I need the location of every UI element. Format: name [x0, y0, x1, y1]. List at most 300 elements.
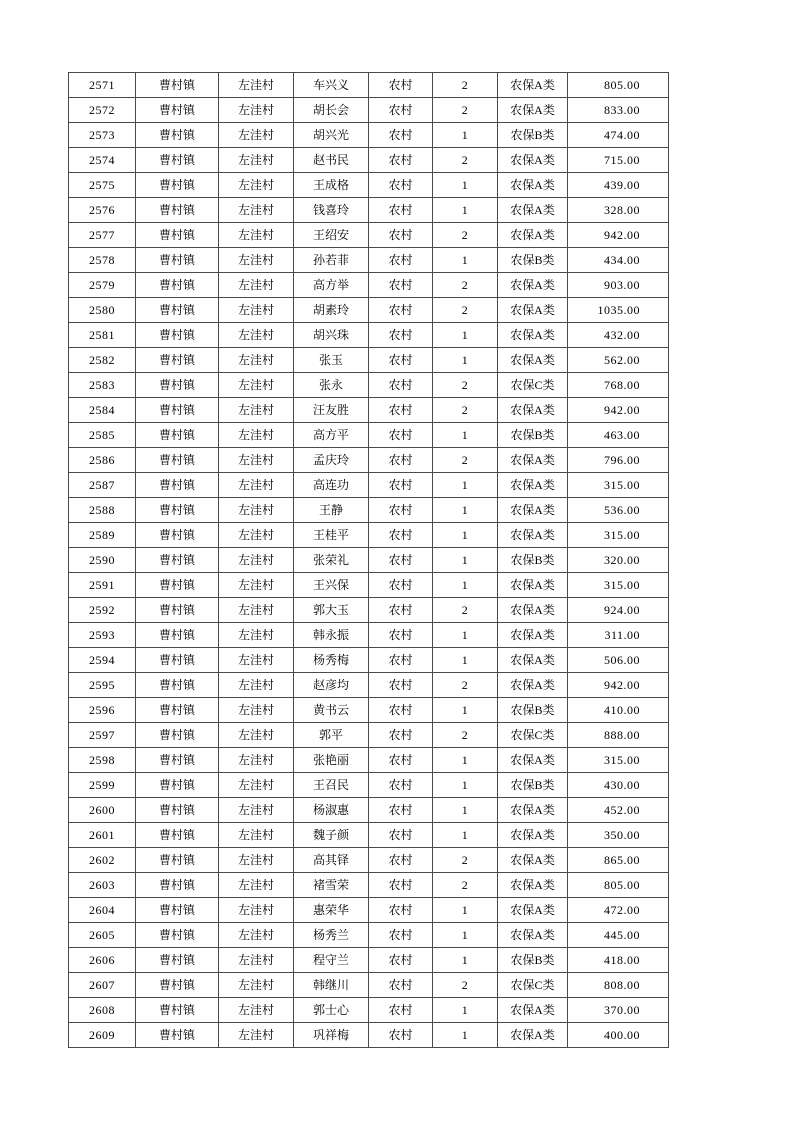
- cell-town: 曹村镇: [136, 723, 219, 748]
- cell-type: 农村: [369, 823, 433, 848]
- table-row: [69, 523, 669, 548]
- cell-name: 郭士心: [294, 998, 369, 1023]
- cell-category: 农保A类: [498, 498, 568, 523]
- cell-id: 2604: [69, 898, 136, 923]
- cell-type: 农村: [369, 648, 433, 673]
- cell-village: 左洼村: [219, 873, 294, 898]
- cell-id: 2595: [69, 673, 136, 698]
- cell-village: 左洼村: [219, 123, 294, 148]
- cell-village: 左洼村: [219, 973, 294, 998]
- cell-name: 胡长会: [294, 98, 369, 123]
- table-row: [69, 873, 669, 898]
- cell-amount: 320.00: [568, 548, 669, 573]
- table-row: [69, 648, 669, 673]
- cell-amount: 506.00: [568, 648, 669, 673]
- cell-id: 2603: [69, 873, 136, 898]
- cell-village: 左洼村: [219, 148, 294, 173]
- table-row: [69, 573, 669, 598]
- cell-name: 汪友胜: [294, 398, 369, 423]
- cell-town: 曹村镇: [136, 623, 219, 648]
- cell-type: 农村: [369, 248, 433, 273]
- cell-id: 2594: [69, 648, 136, 673]
- cell-type: 农村: [369, 798, 433, 823]
- cell-count: 1: [433, 698, 498, 723]
- cell-type: 农村: [369, 223, 433, 248]
- cell-name: 郭大玉: [294, 598, 369, 623]
- cell-amount: 315.00: [568, 573, 669, 598]
- cell-amount: 903.00: [568, 273, 669, 298]
- cell-type: 农村: [369, 473, 433, 498]
- cell-type: 农村: [369, 123, 433, 148]
- cell-village: 左洼村: [219, 798, 294, 823]
- cell-category: 农保A类: [498, 98, 568, 123]
- cell-name: 孟庆玲: [294, 448, 369, 473]
- cell-village: 左洼村: [219, 773, 294, 798]
- cell-name: 王桂平: [294, 523, 369, 548]
- table-row: [69, 73, 669, 98]
- cell-id: 2583: [69, 373, 136, 398]
- table-row: [69, 473, 669, 498]
- cell-category: 农保A类: [498, 273, 568, 298]
- cell-town: 曹村镇: [136, 98, 219, 123]
- cell-town: 曹村镇: [136, 523, 219, 548]
- cell-town: 曹村镇: [136, 248, 219, 273]
- cell-amount: 418.00: [568, 948, 669, 973]
- cell-town: 曹村镇: [136, 1023, 219, 1048]
- cell-id: 2608: [69, 998, 136, 1023]
- table-row: [69, 923, 669, 948]
- cell-village: 左洼村: [219, 673, 294, 698]
- table-row: [69, 998, 669, 1023]
- cell-count: 1: [433, 748, 498, 773]
- cell-town: 曹村镇: [136, 323, 219, 348]
- cell-id: 2582: [69, 348, 136, 373]
- cell-count: 1: [433, 948, 498, 973]
- cell-amount: 1035.00: [568, 298, 669, 323]
- cell-type: 农村: [369, 898, 433, 923]
- cell-type: 农村: [369, 773, 433, 798]
- cell-id: 2591: [69, 573, 136, 598]
- cell-amount: 942.00: [568, 223, 669, 248]
- cell-id: 2605: [69, 923, 136, 948]
- cell-id: 2585: [69, 423, 136, 448]
- cell-count: 1: [433, 173, 498, 198]
- cell-name: 王召民: [294, 773, 369, 798]
- cell-type: 农村: [369, 273, 433, 298]
- cell-village: 左洼村: [219, 523, 294, 548]
- table-row: [69, 598, 669, 623]
- cell-category: 农保B类: [498, 248, 568, 273]
- cell-name: 钱喜玲: [294, 198, 369, 223]
- table-row: [69, 773, 669, 798]
- cell-count: 2: [433, 73, 498, 98]
- cell-town: 曹村镇: [136, 798, 219, 823]
- cell-town: 曹村镇: [136, 948, 219, 973]
- cell-count: 2: [433, 673, 498, 698]
- table-row: [69, 548, 669, 573]
- cell-town: 曹村镇: [136, 423, 219, 448]
- cell-category: 农保A类: [498, 473, 568, 498]
- cell-amount: 463.00: [568, 423, 669, 448]
- cell-type: 农村: [369, 948, 433, 973]
- cell-village: 左洼村: [219, 423, 294, 448]
- cell-count: 1: [433, 523, 498, 548]
- cell-category: 农保B类: [498, 773, 568, 798]
- cell-category: 农保B类: [498, 698, 568, 723]
- cell-count: 2: [433, 848, 498, 873]
- cell-name: 韩继川: [294, 973, 369, 998]
- cell-id: 2606: [69, 948, 136, 973]
- table-row: [69, 798, 669, 823]
- cell-type: 农村: [369, 398, 433, 423]
- cell-town: 曹村镇: [136, 298, 219, 323]
- cell-id: 2571: [69, 73, 136, 98]
- cell-village: 左洼村: [219, 473, 294, 498]
- records-table: [68, 72, 669, 1048]
- cell-amount: 445.00: [568, 923, 669, 948]
- cell-category: 农保A类: [498, 173, 568, 198]
- cell-count: 1: [433, 798, 498, 823]
- cell-town: 曹村镇: [136, 173, 219, 198]
- cell-category: 农保A类: [498, 398, 568, 423]
- cell-category: 农保A类: [498, 223, 568, 248]
- cell-amount: 328.00: [568, 198, 669, 223]
- cell-name: 韩永振: [294, 623, 369, 648]
- cell-count: 2: [433, 723, 498, 748]
- cell-village: 左洼村: [219, 273, 294, 298]
- cell-amount: 808.00: [568, 973, 669, 998]
- cell-category: 农保A类: [498, 523, 568, 548]
- cell-amount: 715.00: [568, 148, 669, 173]
- cell-count: 1: [433, 998, 498, 1023]
- cell-id: 2576: [69, 198, 136, 223]
- cell-village: 左洼村: [219, 598, 294, 623]
- cell-village: 左洼村: [219, 748, 294, 773]
- cell-village: 左洼村: [219, 448, 294, 473]
- document-page: [68, 72, 669, 1048]
- table-row: [69, 198, 669, 223]
- cell-count: 2: [433, 223, 498, 248]
- cell-count: 2: [433, 873, 498, 898]
- cell-amount: 865.00: [568, 848, 669, 873]
- cell-village: 左洼村: [219, 548, 294, 573]
- cell-count: 1: [433, 1023, 498, 1048]
- cell-town: 曹村镇: [136, 273, 219, 298]
- cell-amount: 432.00: [568, 323, 669, 348]
- cell-category: 农保A类: [498, 848, 568, 873]
- cell-town: 曹村镇: [136, 648, 219, 673]
- cell-town: 曹村镇: [136, 698, 219, 723]
- cell-category: 农保A类: [498, 673, 568, 698]
- cell-amount: 434.00: [568, 248, 669, 273]
- records-table-body: [69, 73, 669, 1048]
- cell-category: 农保A类: [498, 798, 568, 823]
- cell-id: 2599: [69, 773, 136, 798]
- cell-type: 农村: [369, 673, 433, 698]
- cell-amount: 474.00: [568, 123, 669, 148]
- cell-type: 农村: [369, 348, 433, 373]
- table-row: [69, 173, 669, 198]
- cell-village: 左洼村: [219, 623, 294, 648]
- cell-count: 1: [433, 423, 498, 448]
- cell-name: 赵书民: [294, 148, 369, 173]
- cell-category: 农保A类: [498, 448, 568, 473]
- cell-name: 高方平: [294, 423, 369, 448]
- cell-count: 2: [433, 973, 498, 998]
- cell-category: 农保A类: [498, 598, 568, 623]
- cell-name: 王成格: [294, 173, 369, 198]
- cell-count: 2: [433, 598, 498, 623]
- table-row: [69, 498, 669, 523]
- cell-id: 2586: [69, 448, 136, 473]
- cell-name: 郭平: [294, 723, 369, 748]
- cell-category: 农保C类: [498, 373, 568, 398]
- cell-town: 曹村镇: [136, 123, 219, 148]
- cell-name: 胡素玲: [294, 298, 369, 323]
- cell-count: 2: [433, 148, 498, 173]
- cell-town: 曹村镇: [136, 923, 219, 948]
- cell-town: 曹村镇: [136, 748, 219, 773]
- cell-village: 左洼村: [219, 323, 294, 348]
- table-row: [69, 973, 669, 998]
- cell-count: 2: [433, 98, 498, 123]
- cell-type: 农村: [369, 98, 433, 123]
- cell-village: 左洼村: [219, 923, 294, 948]
- cell-id: 2574: [69, 148, 136, 173]
- cell-category: 农保A类: [498, 148, 568, 173]
- cell-town: 曹村镇: [136, 598, 219, 623]
- cell-village: 左洼村: [219, 648, 294, 673]
- cell-name: 王绍安: [294, 223, 369, 248]
- table-row: [69, 98, 669, 123]
- cell-id: 2581: [69, 323, 136, 348]
- cell-town: 曹村镇: [136, 673, 219, 698]
- cell-name: 高连功: [294, 473, 369, 498]
- cell-amount: 562.00: [568, 348, 669, 373]
- cell-type: 农村: [369, 998, 433, 1023]
- cell-count: 1: [433, 648, 498, 673]
- cell-amount: 452.00: [568, 798, 669, 823]
- cell-count: 1: [433, 773, 498, 798]
- cell-village: 左洼村: [219, 73, 294, 98]
- table-row: [69, 723, 669, 748]
- cell-amount: 796.00: [568, 448, 669, 473]
- cell-category: 农保A类: [498, 198, 568, 223]
- cell-type: 农村: [369, 848, 433, 873]
- cell-amount: 472.00: [568, 898, 669, 923]
- table-row: [69, 698, 669, 723]
- cell-village: 左洼村: [219, 198, 294, 223]
- cell-village: 左洼村: [219, 173, 294, 198]
- cell-count: 1: [433, 348, 498, 373]
- cell-count: 1: [433, 473, 498, 498]
- cell-type: 农村: [369, 298, 433, 323]
- table-row: [69, 748, 669, 773]
- cell-id: 2602: [69, 848, 136, 873]
- cell-type: 农村: [369, 698, 433, 723]
- cell-village: 左洼村: [219, 898, 294, 923]
- cell-amount: 924.00: [568, 598, 669, 623]
- cell-amount: 768.00: [568, 373, 669, 398]
- cell-id: 2584: [69, 398, 136, 423]
- cell-type: 农村: [369, 73, 433, 98]
- cell-count: 1: [433, 923, 498, 948]
- cell-name: 魏子颜: [294, 823, 369, 848]
- cell-category: 农保A类: [498, 323, 568, 348]
- cell-town: 曹村镇: [136, 473, 219, 498]
- cell-amount: 888.00: [568, 723, 669, 748]
- cell-amount: 439.00: [568, 173, 669, 198]
- cell-category: 农保A类: [498, 623, 568, 648]
- cell-id: 2587: [69, 473, 136, 498]
- cell-amount: 942.00: [568, 398, 669, 423]
- cell-amount: 410.00: [568, 698, 669, 723]
- cell-amount: 942.00: [568, 673, 669, 698]
- cell-category: 农保B类: [498, 548, 568, 573]
- cell-count: 1: [433, 248, 498, 273]
- cell-type: 农村: [369, 623, 433, 648]
- cell-category: 农保A类: [498, 898, 568, 923]
- cell-town: 曹村镇: [136, 548, 219, 573]
- cell-id: 2580: [69, 298, 136, 323]
- cell-town: 曹村镇: [136, 998, 219, 1023]
- cell-town: 曹村镇: [136, 873, 219, 898]
- cell-category: 农保B类: [498, 423, 568, 448]
- cell-id: 2573: [69, 123, 136, 148]
- cell-type: 农村: [369, 198, 433, 223]
- cell-category: 农保A类: [498, 998, 568, 1023]
- cell-town: 曹村镇: [136, 823, 219, 848]
- cell-name: 杨秀梅: [294, 648, 369, 673]
- cell-count: 1: [433, 573, 498, 598]
- cell-count: 1: [433, 323, 498, 348]
- cell-count: 2: [433, 373, 498, 398]
- cell-village: 左洼村: [219, 223, 294, 248]
- cell-type: 农村: [369, 373, 433, 398]
- cell-count: 1: [433, 548, 498, 573]
- cell-type: 农村: [369, 923, 433, 948]
- cell-category: 农保C类: [498, 723, 568, 748]
- table-row: [69, 223, 669, 248]
- cell-amount: 400.00: [568, 1023, 669, 1048]
- cell-count: 2: [433, 298, 498, 323]
- cell-type: 农村: [369, 598, 433, 623]
- cell-town: 曹村镇: [136, 498, 219, 523]
- cell-name: 高方举: [294, 273, 369, 298]
- cell-name: 孙若菲: [294, 248, 369, 273]
- cell-amount: 315.00: [568, 473, 669, 498]
- cell-village: 左洼村: [219, 348, 294, 373]
- cell-town: 曹村镇: [136, 848, 219, 873]
- cell-id: 2592: [69, 598, 136, 623]
- cell-town: 曹村镇: [136, 448, 219, 473]
- cell-town: 曹村镇: [136, 223, 219, 248]
- cell-name: 张艳丽: [294, 748, 369, 773]
- table-row: [69, 673, 669, 698]
- cell-village: 左洼村: [219, 498, 294, 523]
- cell-name: 车兴义: [294, 73, 369, 98]
- cell-type: 农村: [369, 573, 433, 598]
- cell-amount: 315.00: [568, 523, 669, 548]
- cell-id: 2590: [69, 548, 136, 573]
- cell-village: 左洼村: [219, 823, 294, 848]
- cell-village: 左洼村: [219, 373, 294, 398]
- cell-category: 农保A类: [498, 748, 568, 773]
- cell-village: 左洼村: [219, 1023, 294, 1048]
- cell-name: 王兴保: [294, 573, 369, 598]
- cell-town: 曹村镇: [136, 73, 219, 98]
- cell-village: 左洼村: [219, 98, 294, 123]
- table-row: [69, 898, 669, 923]
- cell-amount: 311.00: [568, 623, 669, 648]
- cell-name: 胡兴光: [294, 123, 369, 148]
- cell-type: 农村: [369, 548, 433, 573]
- cell-town: 曹村镇: [136, 373, 219, 398]
- cell-id: 2577: [69, 223, 136, 248]
- table-row: [69, 948, 669, 973]
- table-row: [69, 373, 669, 398]
- cell-name: 张荣礼: [294, 548, 369, 573]
- cell-category: 农保A类: [498, 298, 568, 323]
- cell-id: 2600: [69, 798, 136, 823]
- cell-amount: 370.00: [568, 998, 669, 1023]
- table-row: [69, 273, 669, 298]
- cell-category: 农保B类: [498, 948, 568, 973]
- table-row: [69, 823, 669, 848]
- cell-name: 赵彦均: [294, 673, 369, 698]
- cell-type: 农村: [369, 448, 433, 473]
- cell-type: 农村: [369, 148, 433, 173]
- cell-village: 左洼村: [219, 698, 294, 723]
- cell-village: 左洼村: [219, 248, 294, 273]
- cell-village: 左洼村: [219, 723, 294, 748]
- cell-name: 惠荣华: [294, 898, 369, 923]
- cell-count: 1: [433, 198, 498, 223]
- cell-amount: 315.00: [568, 748, 669, 773]
- table-row: [69, 848, 669, 873]
- cell-category: 农保A类: [498, 873, 568, 898]
- cell-type: 农村: [369, 973, 433, 998]
- table-row: [69, 623, 669, 648]
- cell-count: 2: [433, 398, 498, 423]
- cell-town: 曹村镇: [136, 898, 219, 923]
- cell-count: 1: [433, 123, 498, 148]
- table-row: [69, 148, 669, 173]
- table-row: [69, 298, 669, 323]
- table-row: [69, 448, 669, 473]
- cell-type: 农村: [369, 498, 433, 523]
- cell-id: 2596: [69, 698, 136, 723]
- cell-town: 曹村镇: [136, 773, 219, 798]
- cell-town: 曹村镇: [136, 973, 219, 998]
- cell-id: 2572: [69, 98, 136, 123]
- cell-id: 2589: [69, 523, 136, 548]
- cell-category: 农保A类: [498, 73, 568, 98]
- cell-village: 左洼村: [219, 298, 294, 323]
- cell-id: 2575: [69, 173, 136, 198]
- cell-name: 王静: [294, 498, 369, 523]
- cell-count: 1: [433, 498, 498, 523]
- table-row: [69, 398, 669, 423]
- table-row: [69, 1023, 669, 1048]
- cell-id: 2597: [69, 723, 136, 748]
- cell-type: 农村: [369, 323, 433, 348]
- table-row: [69, 423, 669, 448]
- cell-village: 左洼村: [219, 398, 294, 423]
- cell-village: 左洼村: [219, 998, 294, 1023]
- table-row: [69, 348, 669, 373]
- cell-name: 巩祥梅: [294, 1023, 369, 1048]
